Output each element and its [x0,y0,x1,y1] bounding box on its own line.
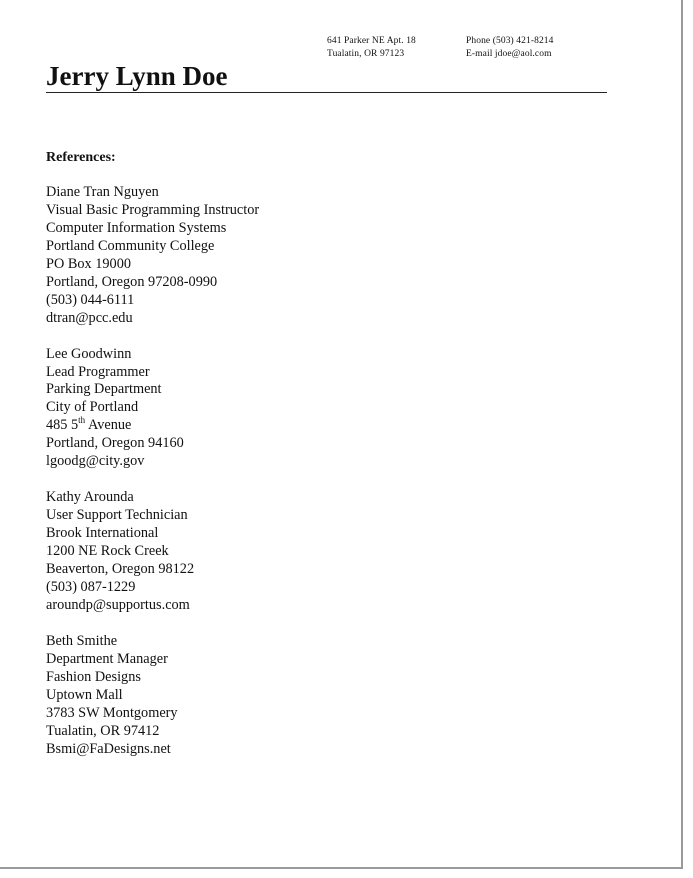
reference-entry [46,184,259,328]
applicant-name: Jerry Lynn Doe [46,61,228,91]
reference-address [46,414,259,435]
references-list [46,184,259,776]
reference-name: Beth Smithe [46,632,118,649]
reference-phone: (503) 044-6111 [46,291,135,308]
reference-email: aroundp@supportus.com [46,596,190,613]
reference-department: Computer Information Systems [46,219,227,236]
reference-name: Lee Goodwinn [46,345,132,362]
reference-title: Department Manager [46,650,168,667]
reference-title: Lead Programmer [46,363,150,380]
reference-organization: Brook International [46,525,159,542]
reference-organization: City of Portland [46,399,139,416]
reference-address: 3783 SW Montgomery [46,704,178,721]
reference-email: lgoodg@city.gov [46,453,145,470]
reference-title: User Support Technician [46,507,188,524]
reference-organization: Fashion Designs [46,668,141,685]
header-divider [46,92,607,93]
reference-address: 1200 NE Rock Creek [46,543,169,560]
references-heading: References: [46,150,116,165]
reference-entry [46,489,259,615]
reference-city: Beaverton, Oregon 98122 [46,560,195,577]
reference-email: Bsmi@FaDesigns.net [46,740,171,757]
reference-city: Portland, Oregon 97208-0990 [46,273,218,290]
reference-name: Diane Tran Nguyen [46,184,159,200]
address-number: 485 5 [46,417,79,434]
reference-department: Parking Department [46,381,162,398]
reference-name: Kathy Arounda [46,489,134,506]
reference-address: PO Box 19000 [46,255,131,272]
header-email: E-mail jdoe@aol.com [466,49,552,59]
address-street: Avenue [85,417,132,434]
reference-email: dtran@pcc.edu [46,309,133,326]
reference-entry [46,633,259,759]
address-line-1: 641 Parker NE Apt. 18 [327,36,416,46]
reference-location: Uptown Mall [46,686,123,703]
reference-city: Portland, Oregon 94160 [46,435,184,452]
ordinal-suffix: th [78,414,86,425]
reference-organization: Portland Community College [46,237,215,254]
header-contact [466,35,554,61]
reference-entry [46,346,259,472]
address-line-2: Tualatin, OR 97123 [327,49,405,59]
header-address [327,35,416,61]
reference-city: Tualatin, OR 97412 [46,722,160,739]
reference-phone: (503) 087-1229 [46,578,136,595]
reference-title: Visual Basic Programming Instructor [46,201,260,218]
header-phone: Phone (503) 421-8214 [466,36,554,46]
